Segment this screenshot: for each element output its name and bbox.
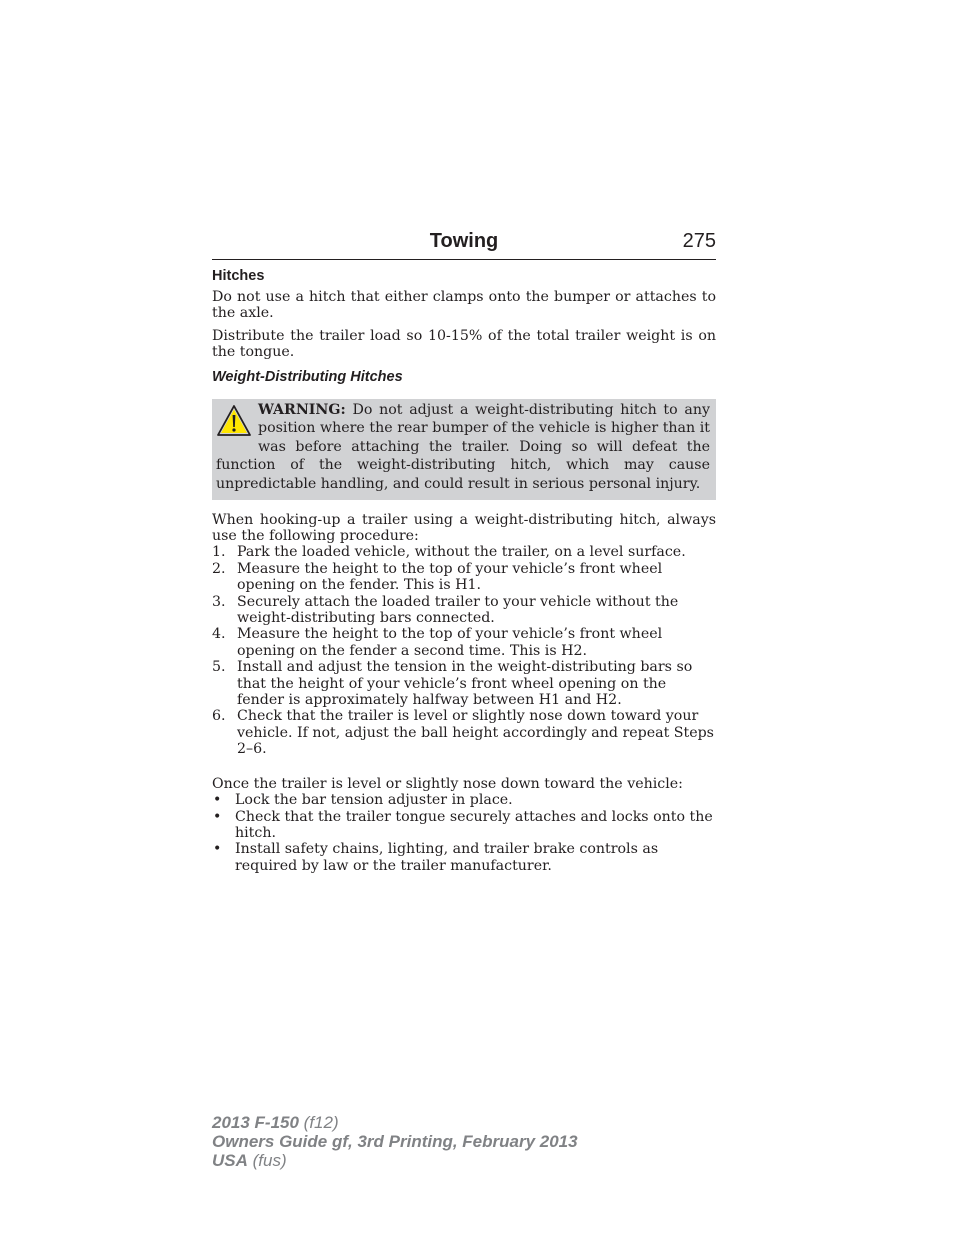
warning-label: WARNING: xyxy=(258,401,346,418)
step-text: Securely attach the loaded trailer to your vehicle without the weight-distributing bars connected. xyxy=(237,593,679,627)
procedure-steps xyxy=(212,544,716,757)
bullet: • xyxy=(213,841,222,858)
list-item xyxy=(212,659,716,708)
list-item xyxy=(212,708,716,757)
step-text: Check that the trailer is level or slightly nose down toward your vehicle. If not, adjust the ball height accordingly and repeat Steps 2–6. xyxy=(237,708,714,758)
footer-line xyxy=(212,1132,578,1151)
step-number: 2. xyxy=(212,560,226,577)
step-text: Measure the height to the top of your vehicle’s front wheel opening on the fender. This is H1. xyxy=(237,560,663,594)
list-item xyxy=(212,792,716,808)
page-header xyxy=(212,228,716,260)
checklist-intro: Once the trailer is level or slightly nose down toward the vehicle: xyxy=(212,775,683,792)
page-content xyxy=(212,228,716,874)
warning-triangle-icon xyxy=(216,403,252,439)
footer-region: USA xyxy=(212,1151,248,1170)
bullet-text: Install safety chains, lighting, and trailer brake controls as required by law or the trailer manufacturer. xyxy=(235,841,659,874)
subsection-heading: Weight-Distributing Hitches xyxy=(212,368,403,385)
list-item xyxy=(212,544,716,560)
footer-line xyxy=(212,1113,578,1132)
bullet: • xyxy=(213,808,222,825)
bullet: • xyxy=(213,792,222,809)
section-heading: Hitches xyxy=(212,268,265,284)
list-item xyxy=(212,594,716,627)
list-item xyxy=(212,809,716,842)
list-item xyxy=(212,626,716,659)
page-number: 275 xyxy=(682,230,716,252)
checklist xyxy=(212,792,716,874)
chapter-title: Towing xyxy=(429,230,499,252)
procedure-intro: When hooking-up a trailer using a weight-distributing hitch, always use the following procedure: xyxy=(212,511,716,544)
step-number: 3. xyxy=(212,593,226,610)
step-number: 1. xyxy=(212,544,226,561)
paragraph: Do not use a hitch that either clamps onto the bumper or attaches to the axle. xyxy=(212,289,716,322)
bullet-text: Check that the trailer tongue securely attaches and locks onto the hitch. xyxy=(235,808,713,841)
bullet-text: Lock the bar tension adjuster in place. xyxy=(235,792,513,809)
step-number: 4. xyxy=(212,626,226,643)
step-text: Measure the height to the top of your vehicle’s front wheel opening on the fender a second time. This is H2. xyxy=(237,626,663,659)
step-text: Install and adjust the tension in the weight-distributing bars so that the height of your vehicle’s front wheel opening on the fender is approximately halfway between H1 and H2. xyxy=(237,659,693,709)
page-footer xyxy=(212,1113,578,1170)
footer-model: 2013 F-150 xyxy=(212,1113,299,1132)
footer-model-code: (f12) xyxy=(298,1113,339,1132)
step-text: Park the loaded vehicle, without the trailer, on a level surface. xyxy=(237,544,686,561)
warning-text: Do not adjust a weight-distributing hitch to any position where the rear bumper of the vehicle is higher than it was before attaching the trailer. Doing so will defeat the function of the weight-distributing hitch, which may cause unpredictable handling, and could result in serious personal injury. xyxy=(216,401,710,492)
warning-box xyxy=(212,399,716,500)
footer-guide: Owners Guide gf, 3rd Printing, February 2013 xyxy=(212,1132,578,1151)
footer-region-code: (fus) xyxy=(247,1151,287,1170)
step-number: 5. xyxy=(212,659,226,676)
paragraph: Distribute the trailer load so 10-15% of the total trailer weight is on the tongue. xyxy=(212,327,716,361)
list-item xyxy=(212,841,716,874)
list-item xyxy=(212,561,716,594)
footer-line xyxy=(212,1151,578,1170)
step-number: 6. xyxy=(212,708,226,725)
